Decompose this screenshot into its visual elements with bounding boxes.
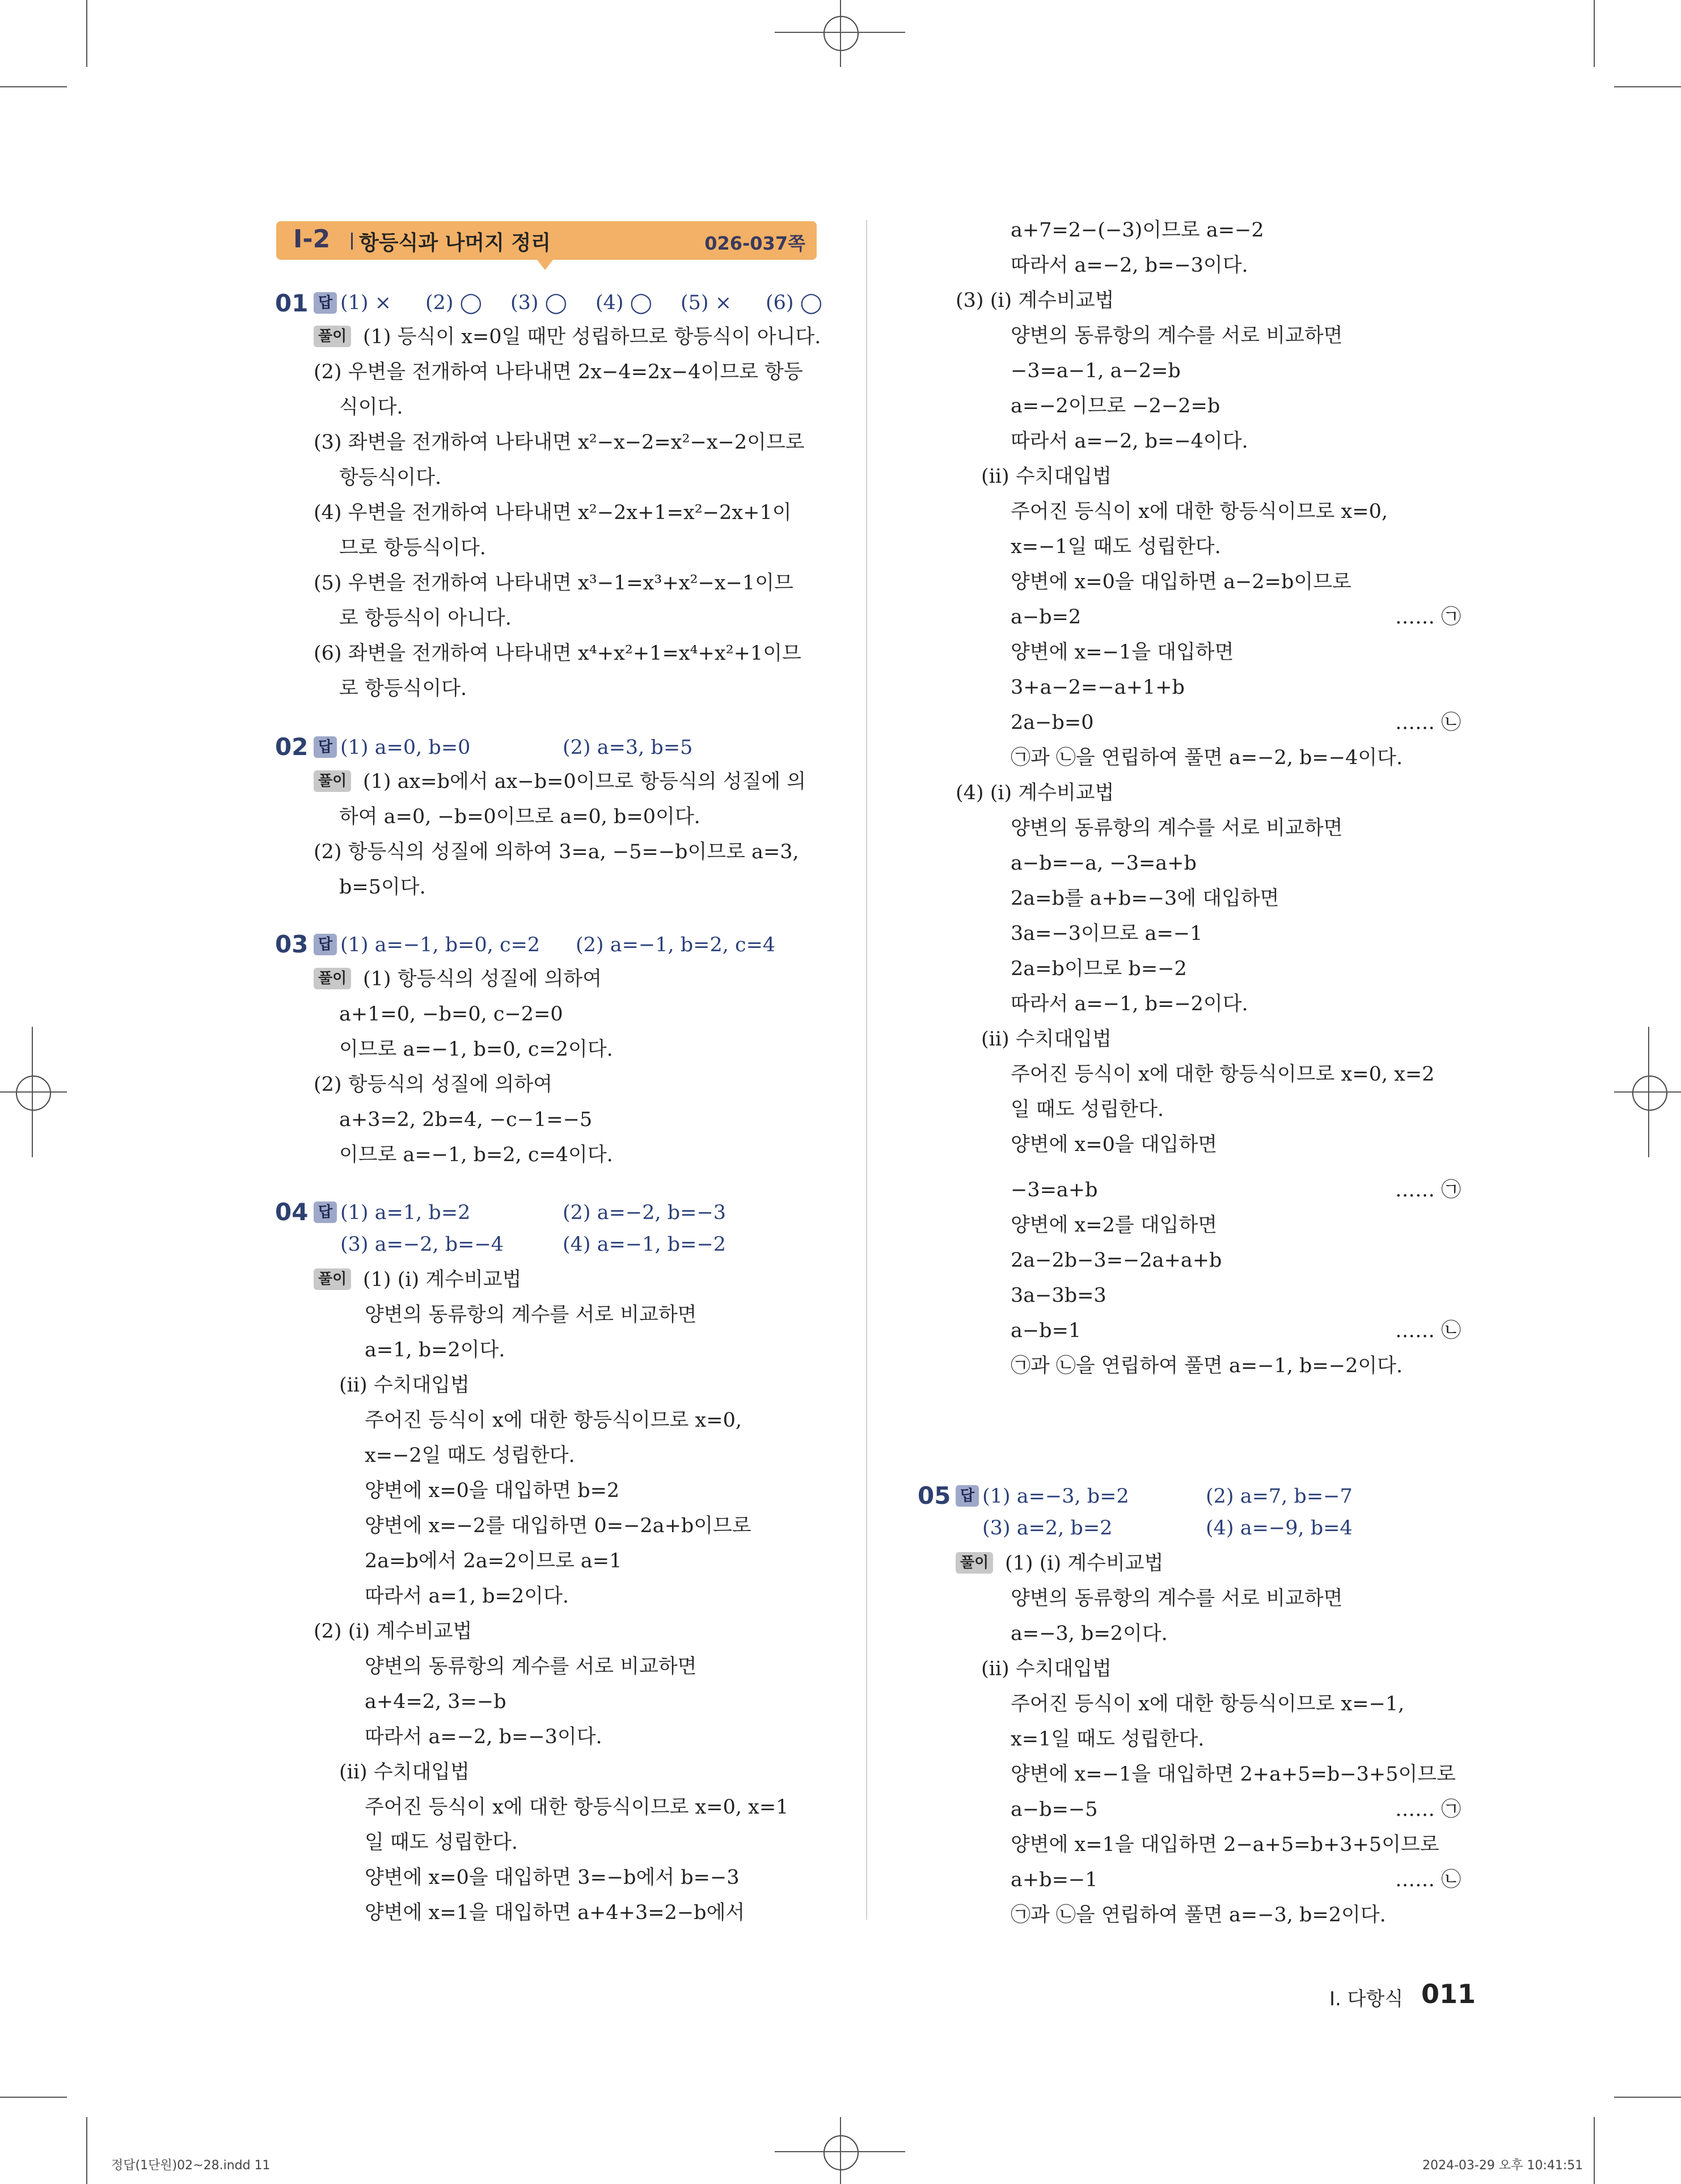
crop-mark — [86, 2117, 87, 2184]
solution-line: a−b=2 — [1011, 606, 1082, 629]
solution-line: ㉠과 ㉡을 연립하여 풀면 a=−1, b=−2이다. — [1011, 1355, 1403, 1377]
solution-line: 2a=b를 a+b=−3에 대입하면 — [1011, 887, 1279, 910]
solution-line: −3=a+b — [1011, 1179, 1098, 1201]
solution-line: (ⅱ) 수치대입법 — [981, 1658, 1112, 1680]
answer-item: (2) a=3, b=5 — [563, 736, 693, 759]
crop-mark — [1594, 2117, 1595, 2184]
solution-badge: 풀이 — [956, 1552, 993, 1574]
solution-line: 주어진 등식이 x에 대한 항등식이므로 x=0, — [365, 1409, 742, 1432]
equation-marker: …… ㉡ — [1395, 1869, 1462, 1891]
solution-line: a+b=−1 — [1011, 1869, 1098, 1891]
registration-mark — [16, 1076, 51, 1111]
solution-line: 양변에 x=0을 대입하면 b=2 — [365, 1479, 620, 1502]
answer-item: (1) a=1, b=2 — [340, 1201, 471, 1224]
solution-line: (2) 우변을 전개하여 나타내면 2x−4=2x−4이므로 항등 — [314, 361, 803, 383]
crop-mark — [1614, 2097, 1681, 2098]
solution-line: 따라서 a=−2, b=−4이다. — [1011, 430, 1248, 453]
solution-badge: 풀이 — [314, 770, 351, 792]
solution-line: x=−2일 때도 성립한다. — [365, 1444, 575, 1467]
solution-line: 양변의 동류항의 계수를 서로 비교하면 — [365, 1655, 697, 1678]
answer-item: (3) ◯ — [510, 292, 567, 314]
solution-line: 이므로 a=−1, b=2, c=4이다. — [339, 1144, 613, 1166]
solution-line: 주어진 등식이 x에 대한 항등식이므로 x=−1, — [1011, 1693, 1405, 1715]
equation-marker: …… ㉠ — [1395, 1179, 1462, 1201]
solution-line: (3) (ⅰ) 계수비교법 — [956, 289, 1114, 312]
question-number: 05 — [918, 1482, 951, 1510]
solution-line: (2) (ⅰ) 계수비교법 — [314, 1620, 472, 1643]
column-divider — [866, 220, 867, 1920]
answer-item: (4) a=−9, b=4 — [1206, 1517, 1353, 1540]
solution-line: 로 항등식이 아니다. — [339, 607, 512, 630]
solution-line: a=−2이므로 −2−2=b — [1011, 395, 1220, 418]
solution-line: 양변의 동류항의 계수를 서로 비교하면 — [1011, 324, 1343, 347]
solution-line: (ⅱ) 수치대입법 — [339, 1761, 470, 1784]
solution-line: (ⅱ) 수치대입법 — [339, 1374, 470, 1397]
registration-line — [1648, 1027, 1649, 1157]
answer-item: (1) a=−3, b=2 — [982, 1485, 1129, 1508]
solution-line: (ⅱ) 수치대입법 — [981, 1028, 1112, 1051]
answer-item: (5) × — [681, 292, 732, 314]
solution-line: 므로 항등식이다. — [339, 537, 486, 559]
solution-line: 양변에 x=0을 대입하면 3=−b에서 b=−3 — [365, 1866, 740, 1889]
timestamp-slug: 2024-03-29 오후 10:41:51 — [1422, 2158, 1583, 2173]
solution-line: 3a=−3이므로 a=−1 — [1011, 922, 1203, 945]
answer-badge: 답 — [314, 736, 337, 758]
solution-line: x=−1일 때도 성립한다. — [1011, 536, 1221, 558]
page-number: 011 — [1421, 1979, 1476, 2009]
answer-item: (4) ◯ — [595, 292, 652, 314]
answer-item: (4) a=−1, b=−2 — [563, 1233, 727, 1256]
solution-line: 양변에 x=1을 대입하면 a+4+3=2−b에서 — [365, 1901, 745, 1924]
equation-marker: …… ㉡ — [1395, 711, 1462, 734]
solution-line: ㉠과 ㉡을 연립하여 풀면 a=−2, b=−4이다. — [1011, 747, 1403, 769]
solution-line: 일 때도 성립한다. — [1011, 1098, 1164, 1121]
registration-mark — [823, 2135, 859, 2170]
solution-line: 양변에 x=−2를 대입하면 0=−2a+b이므로 — [365, 1515, 751, 1537]
registration-line — [0, 1091, 67, 1093]
solution-line: 하여 a=0, −b=0이므로 a=0, b=0이다. — [339, 806, 700, 828]
registration-line — [1614, 1091, 1681, 1093]
solution-line: a−b=−5 — [1011, 1798, 1098, 1821]
solution-line: 2a−2b−3=−2a+a+b — [1011, 1249, 1222, 1272]
answer-item: (1) × — [340, 292, 392, 314]
solution-line: 식이다. — [339, 396, 403, 419]
solution-line: a−b=−a, −3=a+b — [1011, 852, 1197, 875]
solution-line: 2a=b에서 2a=2이므로 a=1 — [365, 1550, 622, 1572]
solution-line: 항등식이다. — [339, 466, 442, 489]
answer-item: (2) a=−1, b=2, c=4 — [576, 934, 776, 956]
solution-line: a+1=0, −b=0, c−2=0 — [339, 1003, 563, 1026]
solution-line: 따라서 a=−1, b=−2이다. — [1011, 993, 1248, 1015]
answer-item: (3) a=−2, b=−4 — [340, 1233, 504, 1256]
answer-item: (3) a=2, b=2 — [982, 1517, 1113, 1540]
solution-line: 주어진 등식이 x에 대한 항등식이므로 x=0, x=2 — [1011, 1063, 1435, 1086]
registration-line — [840, 0, 841, 67]
solution-line: (5) 우변을 전개하여 나타내면 x³−1=x³+x²−x−1이므 — [314, 572, 793, 595]
solution-line: a−b=1 — [1011, 1319, 1082, 1342]
solution-line: 양변에 x=2를 대입하면 — [1011, 1214, 1218, 1237]
solution-line: 2a−b=0 — [1011, 711, 1094, 734]
solution-line: 따라서 a=−2, b=−3이다. — [1011, 254, 1248, 277]
crop-mark — [1614, 86, 1681, 87]
solution-line: 양변의 동류항의 계수를 서로 비교하면 — [1011, 817, 1343, 840]
solution-line: (2) 항등식의 성질에 의하여 — [314, 1073, 553, 1096]
page-range: 026-037쪽 — [704, 233, 805, 254]
solution-line: a+3=2, 2b=4, −c−1=−5 — [339, 1108, 593, 1131]
answer-badge: 답 — [956, 1485, 979, 1507]
solution-line: a=−3, b=2이다. — [1011, 1622, 1168, 1645]
solution-badge: 풀이 — [314, 1268, 351, 1290]
crop-mark — [0, 2097, 67, 2098]
solution-line: 양변에 x=0을 대입하면 — [1011, 1133, 1218, 1156]
section-title: 항등식과 나머지 정리 — [359, 231, 551, 255]
solution-line: 2a=b이므로 b=−2 — [1011, 958, 1187, 980]
answer-badge: 답 — [314, 1201, 337, 1223]
solution-line: 양변에 x=−1을 대입하면 2+a+5=b−3+5이므로 — [1011, 1763, 1456, 1786]
registration-line — [840, 2117, 841, 2184]
answer-item: (2) a=−2, b=−3 — [563, 1201, 727, 1224]
section-number: Ⅰ-2 — [293, 225, 331, 254]
solution-line: (6) 좌변을 전개하여 나타내면 x⁴+x²+1=x⁴+x²+1이므 — [314, 642, 801, 665]
solution-line: 일 때도 성립한다. — [365, 1831, 518, 1854]
solution-line: a+4=2, 3=−b — [365, 1690, 506, 1713]
section-header — [276, 221, 817, 260]
solution-badge: 풀이 — [314, 326, 351, 347]
question-number: 03 — [275, 930, 309, 958]
solution-line: (1) 항등식의 성질에 의하여 — [363, 968, 602, 990]
solution-line: 3a−3b=3 — [1011, 1284, 1106, 1307]
solution-line: (1) (ⅰ) 계수비교법 — [363, 1268, 522, 1291]
solution-badge: 풀이 — [314, 968, 351, 989]
solution-line: 주어진 등식이 x에 대한 항등식이므로 x=0, x=1 — [365, 1796, 789, 1819]
solution-line: 3+a−2=−a+1+b — [1011, 676, 1185, 699]
crop-mark — [86, 0, 87, 67]
registration-mark — [823, 16, 859, 51]
solution-line: (ⅱ) 수치대입법 — [981, 465, 1112, 488]
chapter-label: Ⅰ. 다항식 — [1329, 1988, 1404, 2010]
question-number: 02 — [275, 733, 309, 761]
solution-line: (2) 항등식의 성질에 의하여 3=a, −5=−b이므로 a=3, — [314, 841, 799, 863]
answer-item: (1) a=−1, b=0, c=2 — [340, 934, 540, 956]
solution-line: 양변에 x=−1을 대입하면 — [1011, 641, 1234, 664]
equation-marker: …… ㉠ — [1395, 606, 1462, 629]
answer-item: (6) ◯ — [766, 292, 822, 314]
file-slug: 정답(1단원)02~28.indd 11 — [111, 2158, 271, 2173]
solution-line: 양변에 x=1을 대입하면 2−a+5=b+3+5이므로 — [1011, 1833, 1439, 1856]
answer-item: (1) a=0, b=0 — [340, 736, 471, 759]
solution-line: 양변의 동류항의 계수를 서로 비교하면 — [1011, 1587, 1343, 1610]
solution-line: a=1, b=2이다. — [365, 1339, 505, 1361]
solution-line: 주어진 등식이 x에 대한 항등식이므로 x=0, — [1011, 500, 1388, 523]
solution-line: x=1일 때도 성립한다. — [1011, 1728, 1205, 1751]
solution-line: (3) 좌변을 전개하여 나타내면 x²−x−2=x²−x−2이므로 — [314, 431, 805, 454]
equation-marker: …… ㉠ — [1395, 1798, 1462, 1821]
question-number: 01 — [275, 289, 309, 317]
registration-mark — [1632, 1076, 1667, 1111]
header-pointer — [537, 260, 553, 270]
solution-line: ㉠과 ㉡을 연립하여 풀면 a=−3, b=2이다. — [1011, 1904, 1386, 1926]
solution-line: (1) (ⅰ) 계수비교법 — [1005, 1552, 1164, 1575]
answer-badge: 답 — [314, 934, 337, 955]
question-number: 04 — [275, 1198, 309, 1226]
solution-line: a+7=2−(−3)이므로 a=−2 — [1011, 219, 1264, 242]
header-separator — [351, 233, 353, 250]
answer-item: (2) ◯ — [425, 292, 482, 314]
answer-badge: 답 — [314, 292, 337, 314]
solution-line: (1) ax=b에서 ax−b=0이므로 항등식의 성질에 의 — [363, 770, 806, 793]
solution-line: 로 항등식이다. — [339, 677, 467, 700]
crop-mark — [0, 86, 67, 87]
solution-line: −3=a−1, a−2=b — [1011, 360, 1181, 382]
crop-mark — [1594, 0, 1595, 67]
answer-item: (2) a=7, b=−7 — [1206, 1485, 1353, 1508]
solution-line: b=5이다. — [339, 876, 426, 899]
registration-line — [32, 1027, 33, 1157]
solution-line: 이므로 a=−1, b=0, c=2이다. — [339, 1038, 613, 1061]
solution-line: (4) (ⅰ) 계수비교법 — [956, 782, 1114, 804]
equation-marker: …… ㉡ — [1395, 1319, 1462, 1342]
solution-line: 양변의 동류항의 계수를 서로 비교하면 — [365, 1304, 697, 1326]
solution-line: (1) 등식이 x=0일 때만 성립하므로 항등식이 아니다. — [363, 326, 821, 348]
solution-line: 따라서 a=−2, b=−3이다. — [365, 1726, 602, 1748]
solution-line: (4) 우변을 전개하여 나타내면 x²−2x+1=x²−2x+1이 — [314, 501, 792, 524]
solution-line: 양변에 x=0을 대입하면 a−2=b이므로 — [1011, 571, 1351, 593]
solution-line: 따라서 a=1, b=2이다. — [365, 1585, 569, 1608]
